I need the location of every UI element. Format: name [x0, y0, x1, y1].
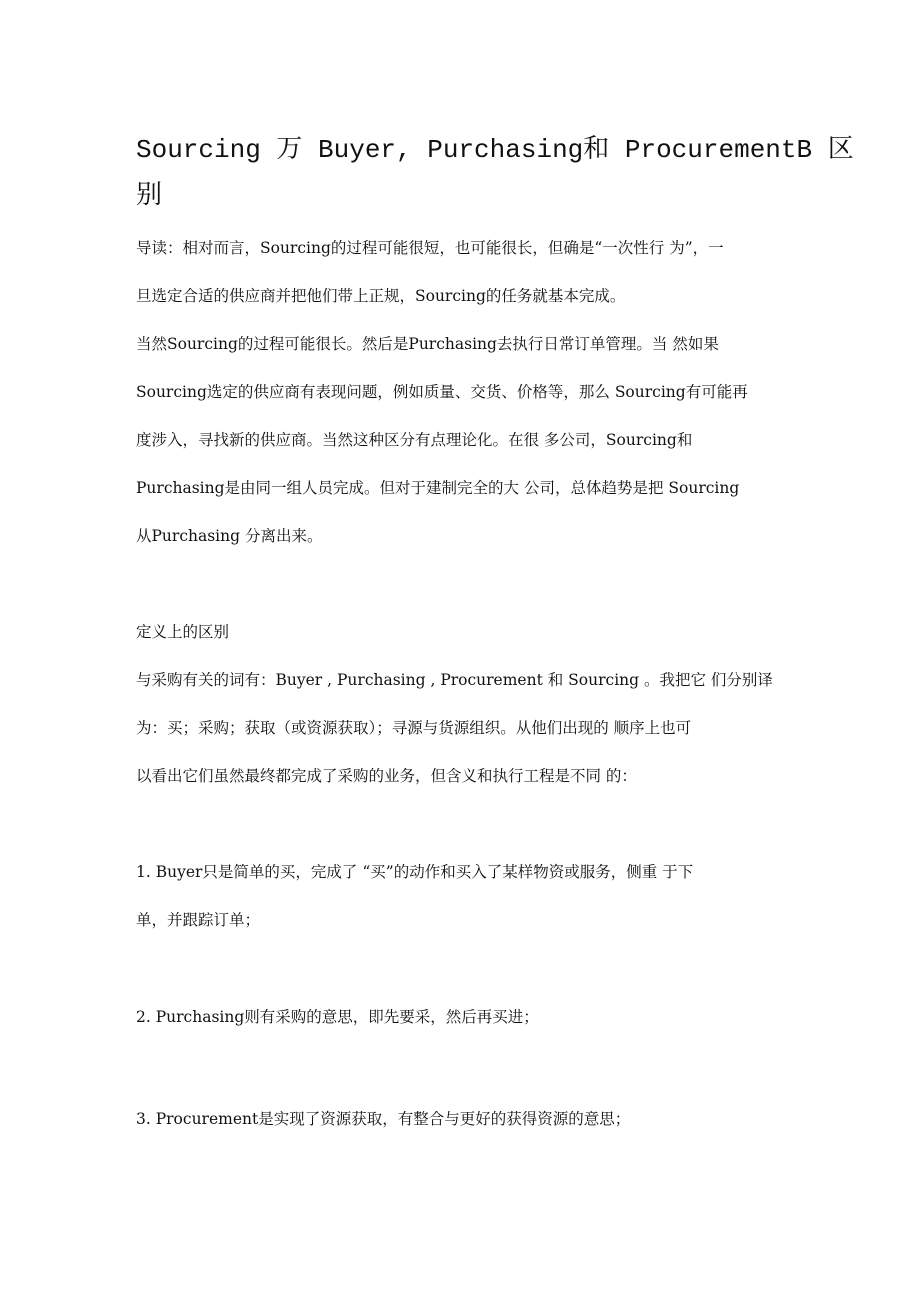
text-line: 以看出它们虽然最终都完成了采购的业务，但含义和执行工程是不同 的： [136, 767, 637, 785]
text-line: 2. Purchasing则有采购的意思，即先要采，然后再买进； [136, 1008, 539, 1026]
text-line: 为：买；采购；获取（或资源获取）；寻源与货源组织。从他们出现的 顺序上也可 [136, 719, 692, 737]
text-line: 度涉入，寻找新的供应商。当然这种区分有点理论化。在很 多公司，Sourcing和 [136, 431, 693, 449]
section-heading: 定义上的区别 [136, 623, 230, 641]
text-line: 从Purchasing 分离出来。 [136, 527, 323, 545]
text-line: 1. Buyer只是简单的买，完成了 “买”的动作和买入了某样物资或服务，侧重 于下 [136, 863, 694, 881]
text-line: 当然Sourcing的过程可能很长。然后是Purchasing去执行日常订单管理。当 然如果 [136, 335, 719, 353]
text-line: Sourcing选定的供应商有表现问题，例如质量、交货、价格等，那么 Sourcing有可能再 [136, 383, 748, 401]
text-line: 单，并跟踪订单； [136, 911, 261, 929]
title-line-2: 别 [136, 181, 163, 211]
text-line: 旦选定合适的供应商并把他们带上正规，Sourcing的任务就基本完成。 [136, 287, 626, 305]
title-line-1: Sourcing 万 Buyer, Purchasing和 ProcurementB 区 [136, 135, 854, 165]
text-line: 3. Procurement是实现了资源获取，有整合与更好的获得资源的意思； [136, 1110, 631, 1128]
text-line: 与采购有关的词有：Buyer , Purchasing , Procurement 和 Sourcing 。我把它 们分别译 [136, 671, 773, 689]
text-line: 导读：相对而言，Sourcing的过程可能很短，也可能很长，但确是“一次性行 为”，一 [136, 239, 724, 257]
text-line: Purchasing是由同一组人员完成。但对于建制完全的大 公司，总体趋势是把 Sourcing [136, 479, 740, 497]
